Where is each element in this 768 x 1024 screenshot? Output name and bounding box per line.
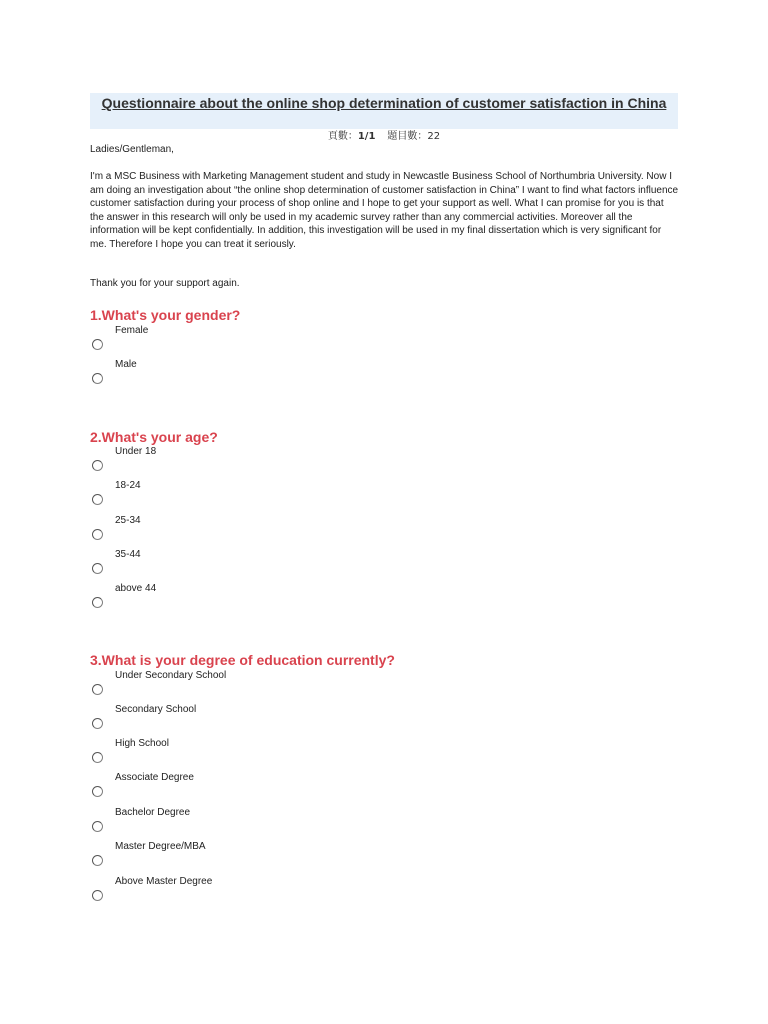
question-education: 3.What is your degree of education currently?: [90, 652, 395, 668]
option-label: 25-34: [115, 515, 141, 526]
option-female[interactable]: [0, 324, 768, 358]
radio-button[interactable]: [92, 684, 103, 695]
option-master-degree-mba[interactable]: [0, 840, 768, 874]
radio-button[interactable]: [92, 563, 103, 574]
radio-button[interactable]: [92, 890, 103, 901]
option-label: Secondary School: [115, 704, 197, 715]
radio-button[interactable]: [92, 460, 103, 471]
thanks-text: Thank you for your support again.: [90, 278, 240, 289]
option-label: Bachelor Degree: [115, 807, 191, 818]
question-count-value: 22: [427, 131, 441, 142]
radio-button[interactable]: [92, 339, 103, 350]
radio-button[interactable]: [92, 821, 103, 832]
option-under-secondary-school[interactable]: [0, 669, 768, 703]
option-label: Under Secondary School: [115, 670, 227, 681]
question-gender: 1.What's your gender?: [90, 307, 241, 323]
option-high-school[interactable]: [0, 737, 768, 771]
page-title: Questionnaire about the online shop determination of customer satisfaction in China: [101, 95, 667, 111]
option-18-24[interactable]: [0, 479, 768, 513]
option-label: Female: [115, 325, 149, 336]
option-label: Under 18: [115, 446, 157, 457]
option-bachelor-degree[interactable]: [0, 806, 768, 840]
page-count-label: 頁數：: [327, 131, 358, 142]
option-under-18[interactable]: [0, 445, 768, 479]
option-label: High School: [115, 738, 169, 749]
question-count-label: 題目數：: [387, 131, 428, 142]
option-secondary-school[interactable]: [0, 703, 768, 737]
radio-button[interactable]: [92, 597, 103, 608]
option-label: Male: [115, 359, 137, 370]
option-label: above 44: [115, 583, 157, 594]
option-label: Above Master Degree: [115, 876, 213, 887]
option-label: Associate Degree: [115, 772, 194, 783]
option-25-34[interactable]: [0, 514, 768, 548]
option-35-44[interactable]: [0, 548, 768, 582]
radio-button[interactable]: [92, 529, 103, 540]
option-label: 35-44: [115, 549, 141, 560]
radio-button[interactable]: [92, 718, 103, 729]
radio-button[interactable]: [92, 855, 103, 866]
radio-button[interactable]: [92, 373, 103, 384]
option-above-44[interactable]: [0, 582, 768, 616]
greeting: Ladies/Gentleman,: [90, 144, 174, 155]
option-male[interactable]: [0, 358, 768, 392]
intro-paragraph: I'm a MSC Business with Marketing Management student and study in Newcastle Business School of Northumbria University. Now I am doing an investigation about “the online shop determination of customer satisfaction in China” I want to find what factors influence customer satisfaction during your process of shop online and I hope to get your support as well. What I can promise for you is that the answer in this research will only be used in my academic survey rather than any commercial activities. Moreover all the information will be kept confidentially. In addition, this investigation will be used in my final dissertation which is very significant for me. Therefore I hope you can treat it seriously.: [90, 171, 679, 250]
title-banner: [90, 93, 678, 129]
radio-button[interactable]: [92, 494, 103, 505]
option-associate-degree[interactable]: [0, 771, 768, 805]
option-above-master-degree[interactable]: [0, 875, 768, 909]
question-age: 2.What's your age?: [90, 429, 218, 445]
page-count-value: 1/1: [357, 131, 376, 142]
radio-button[interactable]: [92, 786, 103, 797]
radio-button[interactable]: [92, 752, 103, 763]
option-label: 18-24: [115, 480, 141, 491]
option-label: Master Degree/MBA: [115, 841, 206, 852]
page-meta: [0, 127, 768, 142]
